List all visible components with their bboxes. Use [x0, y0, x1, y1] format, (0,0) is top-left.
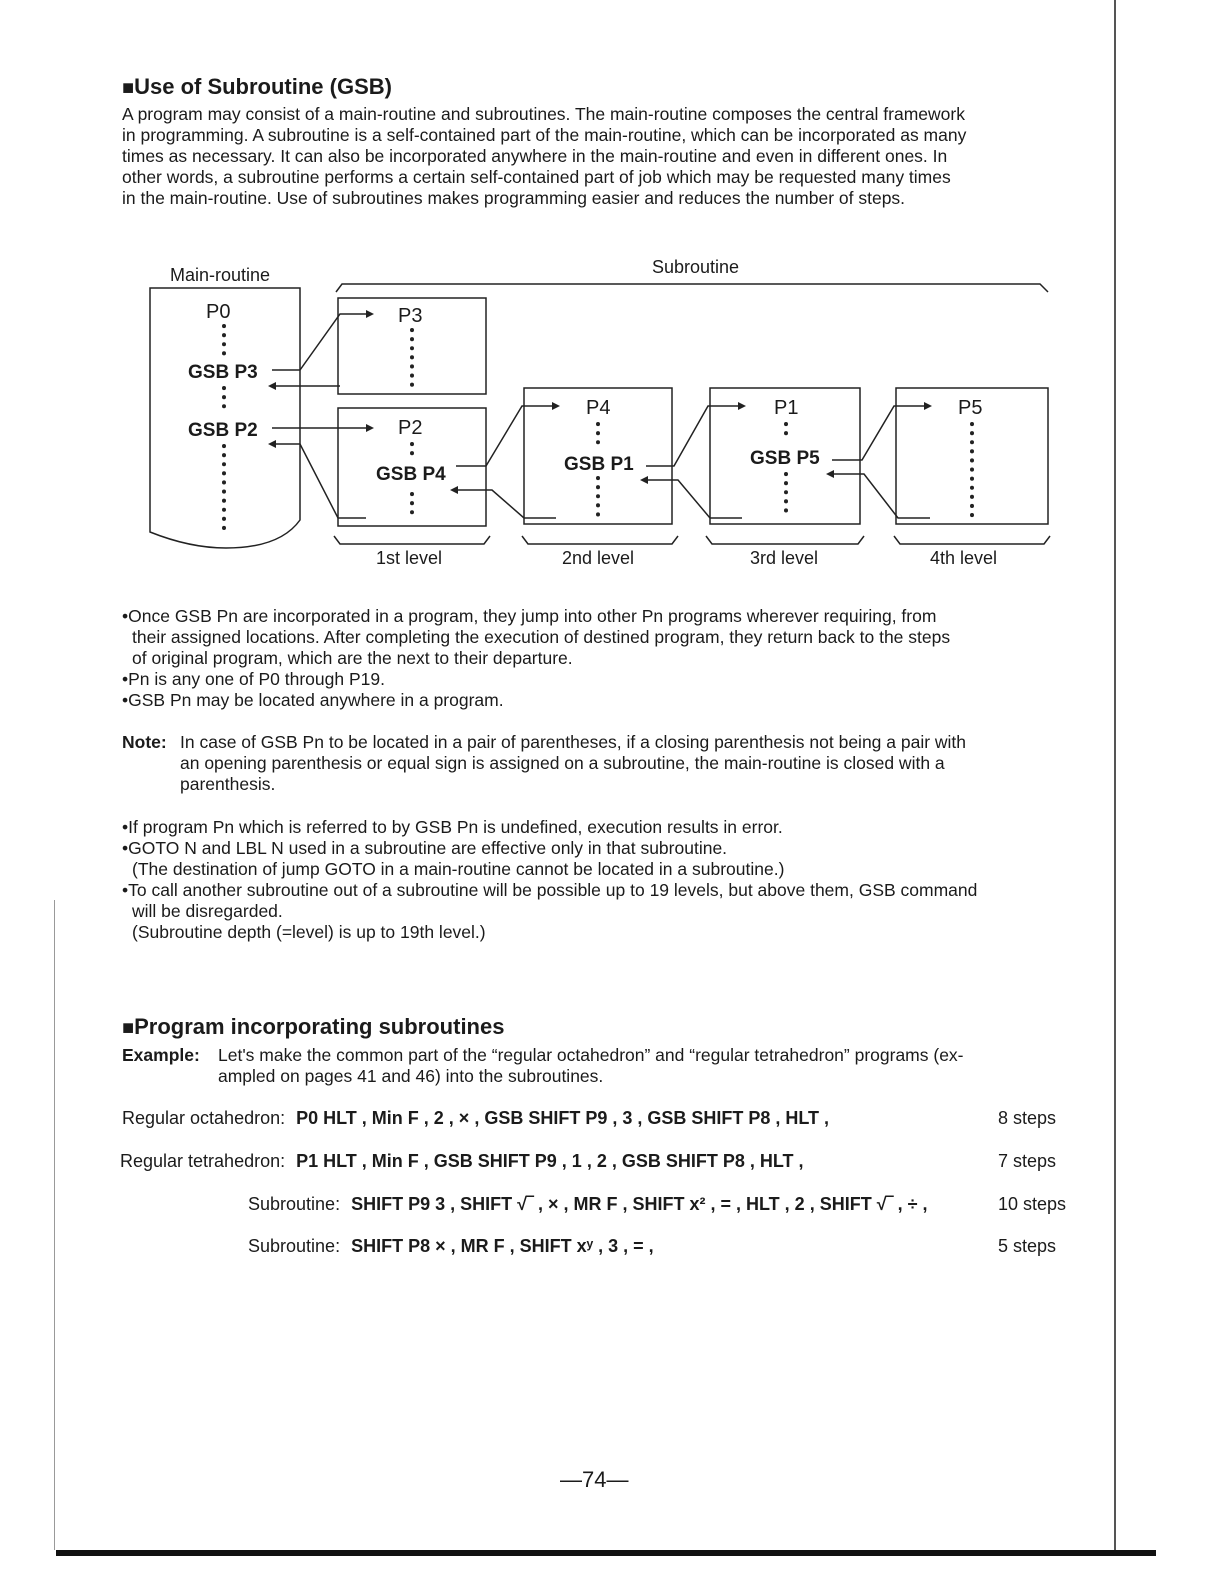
example-label: Example:	[122, 1045, 200, 1065]
section-title-program: ■Program incorporating subroutines	[122, 1014, 505, 1039]
arrowhead-icon	[268, 382, 276, 390]
level-3-label: 3rd level	[750, 548, 819, 568]
intro-line: A program may consist of a main-routine and subroutines. The main-routine composes the central framework	[122, 104, 965, 124]
arrowhead-icon	[640, 476, 648, 484]
program-label: Regular tetrahedron:	[120, 1151, 286, 1171]
square-bullet-icon: ■	[122, 77, 135, 99]
arrowhead-icon	[366, 310, 374, 318]
main-gsb-p2: GSB P2	[188, 420, 258, 441]
arrowhead-icon	[450, 486, 458, 494]
box-gsb-p4: GSB P4	[376, 464, 446, 485]
scan-bottom-edge	[56, 1550, 1156, 1556]
arrowhead-icon	[268, 440, 276, 448]
arrowhead-icon	[924, 402, 932, 410]
arrow-to-p1	[646, 406, 738, 466]
arrowhead-icon	[552, 402, 560, 410]
example-block	[122, 1045, 1082, 1087]
intro-line: other words, a subroutine performs a certain self-contained part of job which may be requested many times	[122, 167, 951, 187]
square-bullet-icon: ■	[122, 1017, 135, 1039]
main-gsb-p3: GSB P3	[188, 362, 258, 383]
intro-line: times as necessary. It can also be incorporated anywhere in the main-routine and even in different ones. In	[122, 146, 948, 166]
bullet-line: •GOTO N and LBL N used in a subroutine are effective only in that subroutine.	[122, 838, 728, 858]
note-line: an opening parenthesis or equal sign is assigned on a subroutine, the main-routine is closed with a	[180, 753, 945, 773]
note-block	[122, 732, 1082, 795]
bullet-line: •Once GSB Pn are incorporated in a program, they jump into other Pn programs wherever requiring, from	[122, 606, 937, 626]
program-label: Regular octahedron:	[122, 1108, 286, 1128]
bullet-line: (Subroutine depth (=level) is up to 19th level.)	[132, 922, 486, 942]
example-line: Let's make the common part of the “regular octahedron” and “regular tetrahedron” programs (ex-	[218, 1045, 964, 1065]
level-bracket-4	[894, 536, 1050, 544]
scan-right-edge	[1114, 0, 1116, 1550]
arrow-to-p5	[832, 406, 924, 460]
bullet-line: •Pn is any one of P0 through P19.	[122, 669, 385, 689]
program-keys: P0 HLT , Min F , 2 , × , GSB SHIFT P9 , 3 , GSB SHIFT P8 , HLT ,	[296, 1108, 830, 1128]
arrowhead-icon	[738, 402, 746, 410]
note-line: In case of GSB Pn to be located in a pair of parentheses, if a closing parenthesis not being a pair with	[180, 732, 967, 752]
scan-left-edge	[54, 900, 55, 1550]
bullet-line: their assigned locations. After completing the execution of destined program, they return back to the steps	[132, 627, 951, 647]
main-p0: P0	[206, 301, 231, 323]
note-label: Note:	[122, 732, 167, 752]
program-keys: P1 HLT , Min F , GSB SHIFT P9 , 1 , 2 , GSB SHIFT P8 , HLT ,	[296, 1151, 804, 1171]
arrow-to-p3	[272, 314, 366, 370]
box-p1: P1	[774, 397, 799, 419]
program-steps: 10 steps	[998, 1194, 1067, 1214]
intro-line: in programming. A subroutine is a self-contained part of the main-routine, which can be incorporated as many	[122, 125, 967, 145]
main-routine-label: Main-routine	[170, 265, 271, 285]
bullet-line: (The destination of jump GOTO in a main-routine cannot be located in a subroutine.)	[132, 859, 785, 879]
bullets-gsb	[122, 606, 1082, 711]
level-bracket-3	[706, 536, 864, 544]
arrow-return-p5	[834, 474, 930, 518]
level-bracket-1	[334, 536, 490, 544]
arrow-to-p4	[456, 406, 552, 466]
program-steps: 7 steps	[998, 1151, 1057, 1171]
subroutine-label: Subroutine	[652, 257, 740, 277]
box-p5: P5	[958, 397, 983, 419]
arrow-return-p2	[276, 444, 366, 518]
bullet-line: •If program Pn which is referred to by GSB Pn is undefined, execution results in error.	[122, 817, 783, 837]
box-p2: P2	[398, 417, 423, 439]
arrow-return-p4	[458, 490, 556, 518]
arrowhead-icon	[366, 424, 374, 432]
program-keys: SHIFT P8 × , MR F , SHIFT xʸ , 3 , = ,	[351, 1236, 654, 1256]
program-label: Subroutine:	[248, 1194, 341, 1214]
page-number: —74—	[560, 1467, 629, 1492]
box-p3: P3	[398, 305, 423, 327]
program-steps: 8 steps	[998, 1108, 1057, 1128]
note-line: parenthesis.	[180, 774, 276, 794]
bullet-line: •GSB Pn may be located anywhere in a program.	[122, 690, 504, 710]
box-gsb-p1: GSB P1	[564, 454, 634, 475]
arrowhead-icon	[826, 470, 834, 478]
program-subroutine-p9	[248, 1194, 927, 1215]
bullet-line: of original program, which are the next to their departure.	[132, 648, 573, 668]
program-keys: SHIFT P9 3 , SHIFT √‾ , × , MR F , SHIFT x² , = , HLT , 2 , SHIFT √‾ , ÷ ,	[351, 1194, 928, 1214]
subroutine-brace	[336, 284, 1048, 292]
bullets-goto	[122, 817, 1082, 943]
box-p4: P4	[586, 397, 611, 419]
level-1-label: 1st level	[376, 548, 443, 568]
bullet-line: will be disregarded.	[132, 901, 283, 921]
example-line: ampled on pages 41 and 46) into the subroutines.	[218, 1066, 604, 1086]
program-steps: 5 steps	[998, 1236, 1057, 1256]
subroutine-diagram	[0, 0, 1224, 600]
intro-line: in the main-routine. Use of subroutines makes programming easier and reduces the number of steps.	[122, 188, 906, 208]
program-octahedron	[122, 1108, 829, 1129]
program-tetrahedron	[120, 1151, 804, 1172]
level-bracket-2	[522, 536, 678, 544]
level-4-label: 4th level	[930, 548, 998, 568]
bullet-line: •To call another subroutine out of a subroutine will be possible up to 19 levels, but above them, GSB command	[122, 880, 978, 900]
program-subroutine-p8	[248, 1236, 654, 1257]
level-2-label: 2nd level	[562, 548, 635, 568]
box-gsb-p5: GSB P5	[750, 448, 820, 469]
program-label: Subroutine:	[248, 1236, 341, 1256]
arrow-return-p1	[648, 480, 742, 518]
section-title-subroutine: ■Use of Subroutine (GSB)	[122, 74, 392, 99]
